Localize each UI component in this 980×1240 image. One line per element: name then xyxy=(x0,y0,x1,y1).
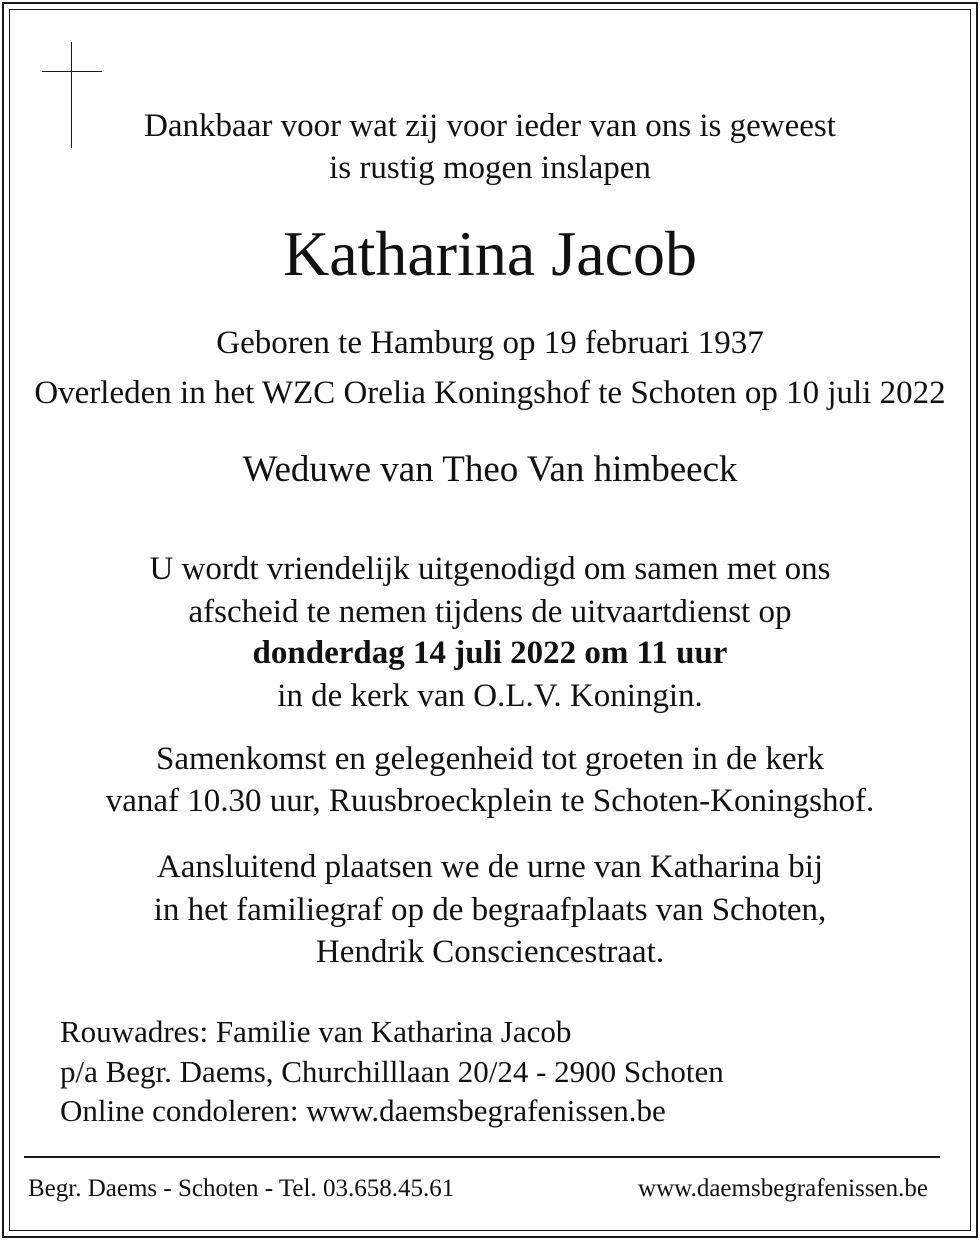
burial-line-2: in het familiegraf op de begraafplaats van Schoten, xyxy=(153,892,827,928)
intro-line-1: Dankbaar voor wat zij voor ieder van ons is geweest xyxy=(144,108,836,144)
invitation-line-2: afscheid te nemen tijdens de uitvaartdienst op xyxy=(188,594,792,630)
care-of-address: p/a Begr. Daems, Churchilllaan 20/24 - 2900 Schoten xyxy=(60,1054,724,1089)
service-location: in de kerk van O.L.V. Koningin. xyxy=(277,678,703,714)
footer-website[interactable]: www.daemsbegrafenissen.be xyxy=(638,1175,928,1202)
invitation-line-1: U wordt vriendelijk uitgenodigd om samen met ons xyxy=(149,551,831,587)
cross-horizontal-bar xyxy=(42,71,102,72)
footer-company: Begr. Daems - Schoten - Tel. 03.658.45.61 xyxy=(28,1175,455,1202)
mourning-address: Rouwadres: Familie van Katharina Jacob xyxy=(60,1014,572,1049)
intro-line-2: is rustig mogen inslapen xyxy=(329,150,651,186)
deceased-name: Katharina Jacob xyxy=(282,218,698,289)
widow-line: Weduwe van Theo Van himbeeck xyxy=(242,449,738,490)
burial-line-1: Aansluitend plaatsen we de urne van Katharina bij xyxy=(156,849,824,885)
gathering-line-2: vanaf 10.30 uur, Ruusbroeckplein te Schoten-Koningshof. xyxy=(105,783,875,819)
burial-line-3: Hendrik Consciencestraat. xyxy=(315,934,665,970)
birth-line: Geboren te Hamburg op 19 februari 1937 xyxy=(216,325,764,361)
footer-divider xyxy=(24,1156,940,1158)
online-condolence: Online condoleren: www.daemsbegrafenissen.be xyxy=(60,1093,666,1128)
death-line: Overleden in het WZC Orelia Koningshof te Schoten op 10 juli 2022 xyxy=(34,375,946,411)
service-datetime: donderdag 14 juli 2022 om 11 uur xyxy=(252,635,728,671)
gathering-line-1: Samenkomst en gelegenheid tot groeten in de kerk xyxy=(155,741,825,777)
